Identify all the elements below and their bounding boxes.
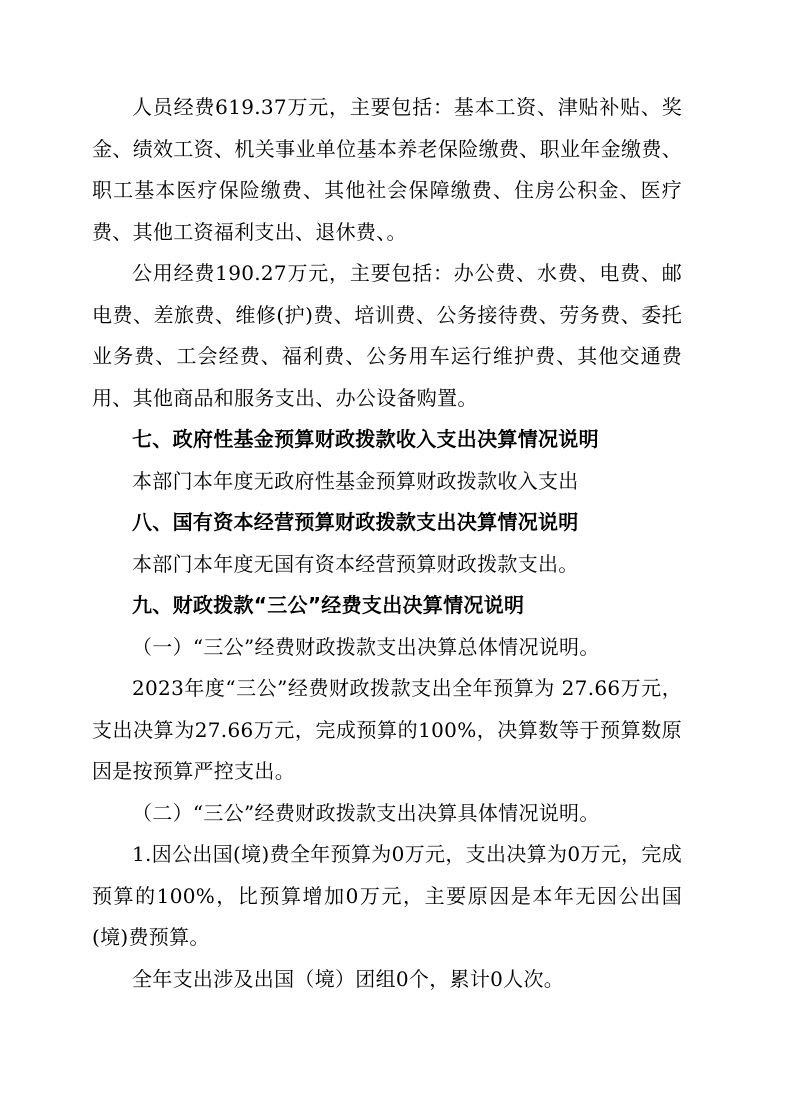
section-9-subheading-2: （二）“三公”经费财政拨款支出决算具体情况说明。 [132,800,600,825]
section-7-heading: 七、政府性基金预算财政拨款收入支出决算情况说明 [132,427,599,451]
personnel-expense-paragraph: 人员经费619.37万元，主要包括：基本工资、津贴补贴、奖金、绩效工资、机关事业单位基本养老保险缴费、职业年金缴费、职工基本医疗保险缴费、其他社会保障缴费、住房公积金、医疗费、其他工资福利支出、退休费、。 [92,95,682,244]
section-7-body: 本部门本年度无政府性基金预算财政拨款收入支出 [132,468,579,493]
section-9-overall-body: 2023年度“三公”经费财政拨款支出全年预算为 27.66万元，支出决算为27.66万元，完成预算的100%，决算数等于预算数原因是按预算严控支出。 [92,676,682,783]
section-9-item-1-note: 全年支出涉及出国（境）团组0个，累计0人次。 [132,966,565,991]
document-page [92,87,682,1000]
section-9-heading: 九、财政拨款“三公”经费支出决算情况说明 [132,593,525,617]
section-8-body: 本部门本年度无国有资本经营预算财政拨款支出。 [132,551,579,576]
section-9-subheading-1: （一）“三公”经费财政拨款支出决算总体情况说明。 [132,634,600,659]
section-9-item-1: 1.因公出国(境)费全年预算为0万元，支出决算为0万元，完成预算的100%，比预算增加0万元，主要原因是本年无因公出国(境)费预算。 [92,842,682,949]
section-8-heading: 八、国有资本经营预算财政拨款支出决算情况说明 [132,510,579,534]
public-expense-paragraph: 公用经费190.27万元，主要包括：办公费、水费、电费、邮电费、差旅费、维修(护)费、培训费、公务接待费、劳务费、委托业务费、工会经费、福利费、公务用车运行维护费、其他交通费用、其他商品和服务支出、办公设备购置。 [92,261,682,410]
